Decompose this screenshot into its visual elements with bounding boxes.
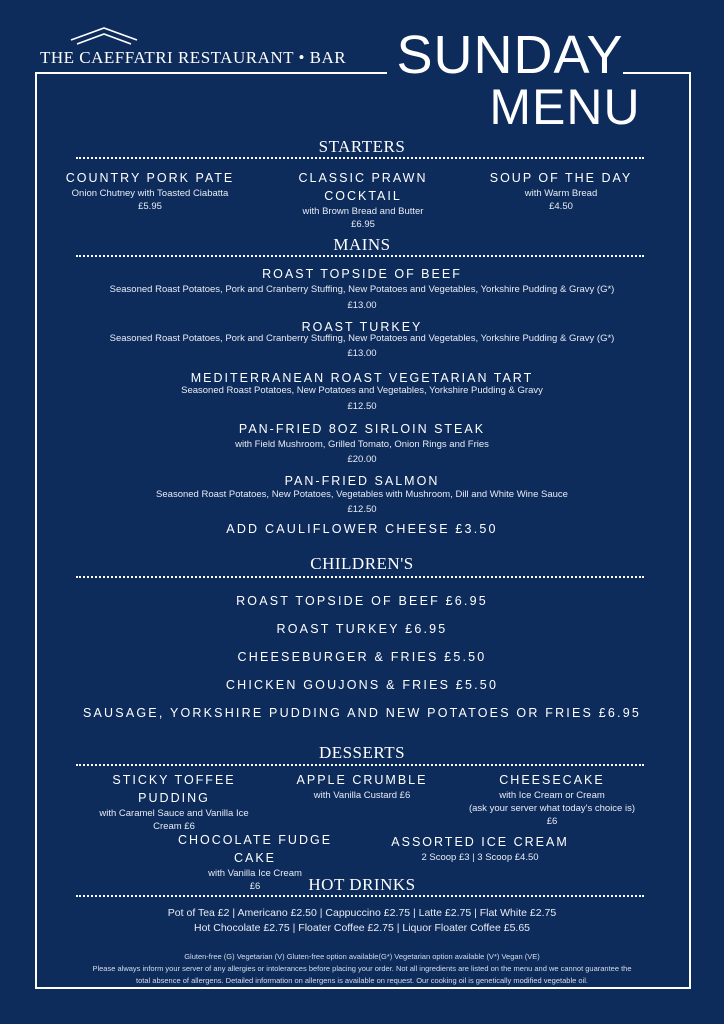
main-item — [0, 472, 724, 516]
hot-drinks-line: Hot Chocolate £2.75 | Floater Coffee £2.75 | Liquor Floater Coffee £5.65 — [193, 922, 531, 934]
item-name: CHOCOLATE FUDGE CAKE — [177, 833, 333, 865]
starter-item — [270, 169, 456, 231]
hot-drinks-divider — [76, 895, 644, 897]
main-item — [0, 265, 724, 312]
item-desc: Onion Chutney with Toasted Ciabatta — [71, 188, 229, 199]
dessert-item — [450, 771, 654, 828]
item-name: ASSORTED ICE CREAM — [391, 835, 569, 849]
allergy-notice-line2: total absence of allergens. Detailed information on allergens is available on request. Our cooking oil is genetically modified vegetable oil. — [136, 976, 588, 985]
item-desc: with Vanilla Custard £6 — [313, 790, 411, 801]
childrens-item: SAUSAGE, YORKSHIRE PUDDING AND NEW POTATOES OR FRIES £6.95 — [82, 706, 642, 720]
item-price: £6.95 — [351, 219, 375, 230]
header-rule — [35, 72, 387, 74]
item-desc: Seasoned Roast Potatoes, Pork and Cranberry Stuffing, New Potatoes and Vegetables, Yorkshire Pudding & Gravy (G*) — [109, 284, 615, 295]
childrens-divider — [76, 576, 644, 578]
hot-drinks-line: Pot of Tea £2 | Americano £2.50 | Cappuccino £2.75 | Latte £2.75 | Flat White £2.75 — [167, 907, 557, 919]
childrens-item: CHICKEN GOUJONS & FRIES £5.50 — [225, 678, 499, 692]
item-name: COUNTRY PORK PATE — [65, 171, 235, 185]
restaurant-name: THE CAEFFATRI RESTAURANT • BAR — [40, 48, 347, 67]
item-name: CLASSIC PRAWN — [298, 171, 428, 185]
hot-drinks-heading: HOT DRINKS — [308, 875, 416, 894]
add-on-item: ADD CAULIFLOWER CHEESE £3.50 — [226, 522, 498, 536]
title-sunday: SUNDAY — [396, 25, 624, 85]
starters-heading: STARTERS — [318, 137, 406, 156]
item-price: £13.00 — [347, 300, 377, 311]
item-desc: 2 Scoop £3 | 3 Scoop £4.50 — [421, 852, 539, 863]
item-name: ROAST TOPSIDE OF BEEF — [262, 267, 462, 281]
item-desc: Seasoned Roast Potatoes, New Potatoes and Vegetables, Yorkshire Pudding & Gravy — [181, 385, 543, 396]
allergy-notice: Please always inform your server of any allergies or intolerances before placing your order. Not all ingredients are listed on the menu and we cannot guarantee the — [92, 964, 632, 973]
mains-divider — [76, 255, 644, 257]
title-menu: MENU — [489, 79, 641, 135]
item-desc-line2: (ask your server what today's choice is) — [468, 803, 635, 814]
item-desc: with Caramel Sauce and Vanilla Ice — [99, 808, 249, 819]
desserts-divider — [76, 764, 644, 766]
item-desc-line2: Cream £6 — [153, 821, 195, 832]
item-name: APPLE CRUMBLE — [296, 773, 428, 787]
dietary-legend: Gluten-free (G) Vegetarian (V) Gluten-free option available(G*) Vegetarian option available (V*) Vegan (VE) — [184, 952, 540, 961]
dessert-item — [74, 771, 274, 833]
mains-heading: MAINS — [333, 235, 391, 254]
item-price: £4.50 — [549, 201, 573, 212]
main-item — [0, 369, 724, 413]
roof-logo-icon — [69, 26, 139, 46]
item-price: £6 — [546, 816, 558, 827]
childrens-heading: CHILDREN'S — [310, 554, 414, 573]
item-name: PAN-FRIED SALMON — [284, 474, 440, 488]
item-desc: with Vanilla Ice Cream — [208, 868, 302, 879]
item-price: £12.50 — [347, 504, 377, 515]
item-desc: Seasoned Roast Potatoes, New Potatoes, Vegetables with Mushroom, Dill and White Wine Sauce — [156, 489, 568, 500]
item-desc: with Brown Bread and Butter — [302, 206, 424, 217]
item-price: £13.00 — [347, 348, 377, 359]
item-name: SOUP OF THE DAY — [489, 171, 633, 185]
desserts-heading: DESSERTS — [318, 743, 406, 762]
item-name: ROAST TURKEY — [301, 320, 423, 334]
item-desc: with Ice Cream or Cream — [499, 790, 605, 801]
item-price: £5.95 — [138, 201, 162, 212]
item-price: £12.50 — [347, 401, 377, 412]
item-name: MEDITERRANEAN ROAST VEGETARIAN TART — [190, 371, 534, 385]
item-name: PAN-FRIED 8OZ SIRLOIN STEAK — [238, 422, 486, 436]
childrens-item: ROAST TURKEY £6.95 — [276, 622, 448, 636]
item-name: CHEESECAKE — [499, 773, 605, 787]
main-item — [0, 318, 724, 360]
item-desc: with Field Mushroom, Grilled Tomato, Onion Rings and Fries — [235, 439, 489, 450]
item-price: £20.00 — [347, 454, 377, 465]
childrens-item: ROAST TOPSIDE OF BEEF £6.95 — [236, 594, 488, 608]
main-item — [0, 420, 724, 466]
item-desc: with Warm Bread — [524, 188, 598, 199]
dessert-item — [282, 771, 442, 802]
starters-divider — [76, 157, 644, 159]
item-price: £6 — [249, 881, 261, 892]
starter-item — [60, 169, 240, 213]
childrens-item: CHEESEBURGER & FRIES £5.50 — [237, 650, 487, 664]
item-name: STICKY TOFFEE PUDDING — [112, 773, 236, 805]
item-desc: Seasoned Roast Potatoes, Pork and Cranberry Stuffing, New Potatoes and Vegetables, Yorkshire Pudding & Gravy (G*) — [109, 333, 615, 344]
starter-item — [476, 169, 646, 213]
item-name-line2: COCKTAIL — [324, 189, 402, 203]
dessert-item — [390, 833, 570, 864]
